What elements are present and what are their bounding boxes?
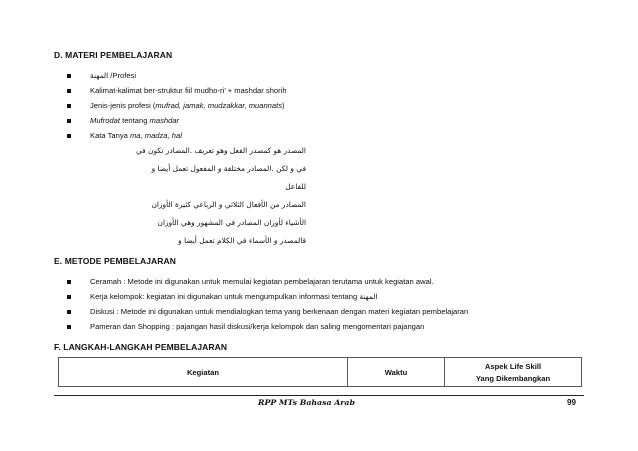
table-header-kegiatan: Kegiatan <box>59 358 348 387</box>
table-header-aspek <box>445 358 582 387</box>
table-row <box>59 358 582 387</box>
list-item <box>67 307 587 317</box>
list-item-text: Ceramah : Metode ini digunakan untuk memulai kegiatan pembelajaran terutama untuk kegiatan awal. <box>90 277 434 286</box>
section-d-title: D. MATERI PEMBELAJARAN <box>54 50 173 60</box>
list-item-text: Kalimat-kalimat ber-struktur fiil mudho-ri’ + mashdar shorih <box>90 86 287 95</box>
bullet-icon <box>67 119 71 123</box>
steps-table <box>58 357 582 387</box>
bullet-icon <box>67 89 71 93</box>
bullet-icon <box>67 74 71 78</box>
bullet-icon <box>67 310 71 314</box>
bullet-icon <box>67 104 71 108</box>
list-item <box>67 71 587 81</box>
arabic-term: المهنة <box>90 71 109 80</box>
list-item <box>67 322 587 332</box>
page-number: 99 <box>567 398 576 407</box>
arabic-line: المصادر من الأفعال الثلاثي و الرباعي كثيرة الأوزان <box>151 200 306 209</box>
list-item-italic: mufrad, jamak, mudzakkar, muannats <box>155 101 283 110</box>
list-item-text: Pameran dan Shopping : pajangan hasil diskusi/kerja kelompok dan saling mengomentari pajangan <box>90 322 425 331</box>
section-e-title: E. METODE PEMBELAJARAN <box>54 256 177 266</box>
list-item-italic: mashdar <box>149 116 180 125</box>
footer-title: RPP MTs Bahasa Arab <box>258 398 355 407</box>
arabic-term: المهنة <box>359 292 378 301</box>
list-item-italic: Mufrodat <box>90 116 120 125</box>
bullet-icon <box>67 280 71 284</box>
list-item <box>67 277 587 287</box>
list-item-text: Kata Tanya <box>90 131 130 140</box>
list-item <box>67 101 587 111</box>
table-header-aspek-line2: Yang Dikembangkan <box>475 373 551 383</box>
table-header-aspek-line1: Aspek Life Skill <box>484 361 542 371</box>
table-header-waktu: Waktu <box>348 358 445 387</box>
list-item <box>67 86 587 96</box>
arabic-line: للفاعل <box>285 182 306 191</box>
arabic-line: في و لكن .المصادر مختلفة و المفعول تعمل أيضا و <box>151 164 306 173</box>
arabic-line: المصدر هو كمصدر الفعل وهو تعريف .المصادر تكون في <box>135 146 306 155</box>
list-item-text: Jenis-jenis profesi ( <box>90 101 156 110</box>
list-item-text: Diskusi : Metode ini digunakan untuk mendialogkan tema yang berkenaan dengan materi kegiatan pembelajaran <box>90 307 469 316</box>
bullet-icon <box>67 295 71 299</box>
footer-divider <box>54 395 584 396</box>
list-item-text: ) <box>282 101 285 110</box>
list-item <box>67 292 587 302</box>
list-item <box>67 116 587 126</box>
arabic-line: قالمصدر و الأسماء في الكلام تعمل أيضا و <box>178 236 306 245</box>
list-item-text: tentang <box>119 116 150 125</box>
bullet-icon <box>67 134 71 138</box>
list-item <box>67 131 587 141</box>
bullet-icon <box>67 325 71 329</box>
section-f-title: F. LANGKAH-LANGKAH PEMBELAJARAN <box>54 342 228 352</box>
arabic-line: الأشياء لأوزان المصادر في المشهور وهي الأوزان <box>157 218 306 227</box>
list-item-text: Kerja kelompok: kegiatan ini digunakan untuk mengumpulkan informasi tentang <box>90 292 360 301</box>
list-item-text: /Profesi <box>108 71 137 80</box>
list-item-italic: ma, madza, hal <box>129 131 182 140</box>
